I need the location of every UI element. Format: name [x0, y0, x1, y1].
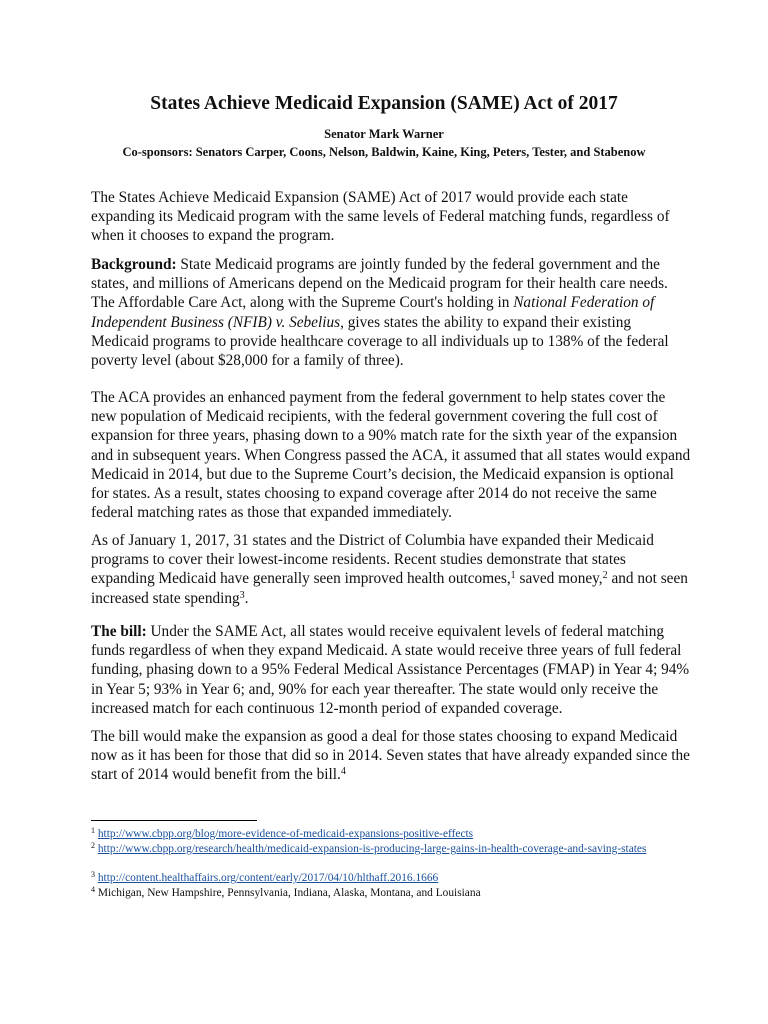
background-text-1: State Medicaid programs are jointly funded by the federal government and the states, and millions of Americans depend on the Medicaid program for their health care needs. The Affordable Care Act, along with the Supreme Court's holding in	[91, 256, 668, 312]
footnote-2	[91, 843, 691, 856]
closing-paragraph	[91, 727, 691, 785]
bill-label: The bill:	[91, 623, 147, 640]
background-text-2: , gives states the ability to expand their existing Medicaid programs to provide healthcare coverage to all individuals up to 138% of the federal poverty level (about $28,000 for a family of three).	[91, 313, 669, 370]
aca-paragraph: The ACA provides an enhanced payment from the federal government to help states cover the new population of Medicaid recipients, with the federal government covering the full cost of expansion for three years, phasing down to a 90% match rate for the sixth year of the expansion and in subsequent years. When Congress passed the ACA, it assumed that all states would expand Medicaid in 2014, but due to the Supreme Court’s decision, the Medicaid expansion is optional for states. As a result, states choosing to expand coverage after 2014 do not receive the same federal matching rates as those that expanded immediately.	[91, 389, 691, 522]
intro-paragraph: The States Achieve Medicaid Expansion (SAME) Act of 2017 would provide each state expanding its Medicaid program with the same levels of Federal matching funds, regardless of when it chooses to expand the program.	[91, 189, 670, 245]
footnote-link[interactable]: http://www.cbpp.org/research/health/medicaid-expansion-is-producing-large-gains-in-health-coverage-and-saving-states	[97, 843, 647, 855]
status-text-3: and not seen increased state spending	[91, 570, 688, 607]
footnote-number: 4	[91, 885, 95, 894]
footnote-number: 3	[91, 870, 95, 879]
footnote-link[interactable]: http://www.cbpp.org/blog/more-evidence-of-medicaid-expansions-positive-effects	[97, 828, 474, 840]
footnote-1	[91, 828, 691, 841]
author-line: Senator Mark Warner	[324, 127, 444, 141]
status-text-2: saved money,	[515, 570, 603, 588]
status-text-1: As of January 1, 2017, 31 states and the District of Columbia have expanded their Medicaid programs to cover their lowest-income residents. Recent studies demonstrate that states expanding Medicaid have generally seen improved health outcomes,	[91, 532, 654, 588]
footnote-3	[91, 872, 691, 885]
status-text-4: .	[244, 589, 249, 607]
background-paragraph	[91, 255, 691, 370]
bill-text: Under the SAME Act, all states would receive equivalent levels of federal matching funds regardless of when they expand Medicaid. A state would receive three years of full federal funding, phasing down to a 95% Federal Medical Assistance Percentages (FMAP) in Year 4; 94% in Year 5; 93% in Year 6; and, 90% for each year thereafter. The state would only receive the increased match for each continuous 12-month period of expanded coverage.	[91, 623, 690, 717]
footnote-ref-3[interactable]: 3	[239, 589, 245, 601]
footnote-ref-1[interactable]: 1	[510, 570, 516, 582]
footnote-number: 2	[91, 841, 95, 850]
closing-text: The bill would make the expansion as good a deal for those states choosing to expand Medicaid now as it has been for those that did so in 2014. Seven states that have already expanded since the start of 2014 would benefit from the bill.	[91, 728, 690, 784]
bill-paragraph	[91, 622, 691, 718]
footnote-number: 1	[91, 826, 95, 835]
status-paragraph	[91, 531, 691, 608]
footnote-ref-4[interactable]: 4	[340, 766, 346, 778]
footnote-divider	[91, 820, 257, 821]
footnote-4	[91, 887, 691, 900]
footnote-link[interactable]: http://content.healthaffairs.org/content/early/2017/04/10/hlthaff.2016.1666	[97, 872, 439, 884]
footnote-ref-2[interactable]: 2	[602, 570, 608, 582]
case-name: National Federation of Independent Business (NFIB) v. Sebelius	[91, 294, 655, 331]
document-title: States Achieve Medicaid Expansion (SAME) Act of 2017	[150, 93, 618, 114]
footnote-text: Michigan, New Hampshire, Pennsylvania, Indiana, Alaska, Montana, and Louisiana	[97, 887, 481, 899]
background-label: Background:	[91, 256, 177, 273]
cosponsors-line: Co-sponsors: Senators Carper, Coons, Nelson, Baldwin, Kaine, King, Peters, Tester, and Stabenow	[122, 145, 646, 159]
